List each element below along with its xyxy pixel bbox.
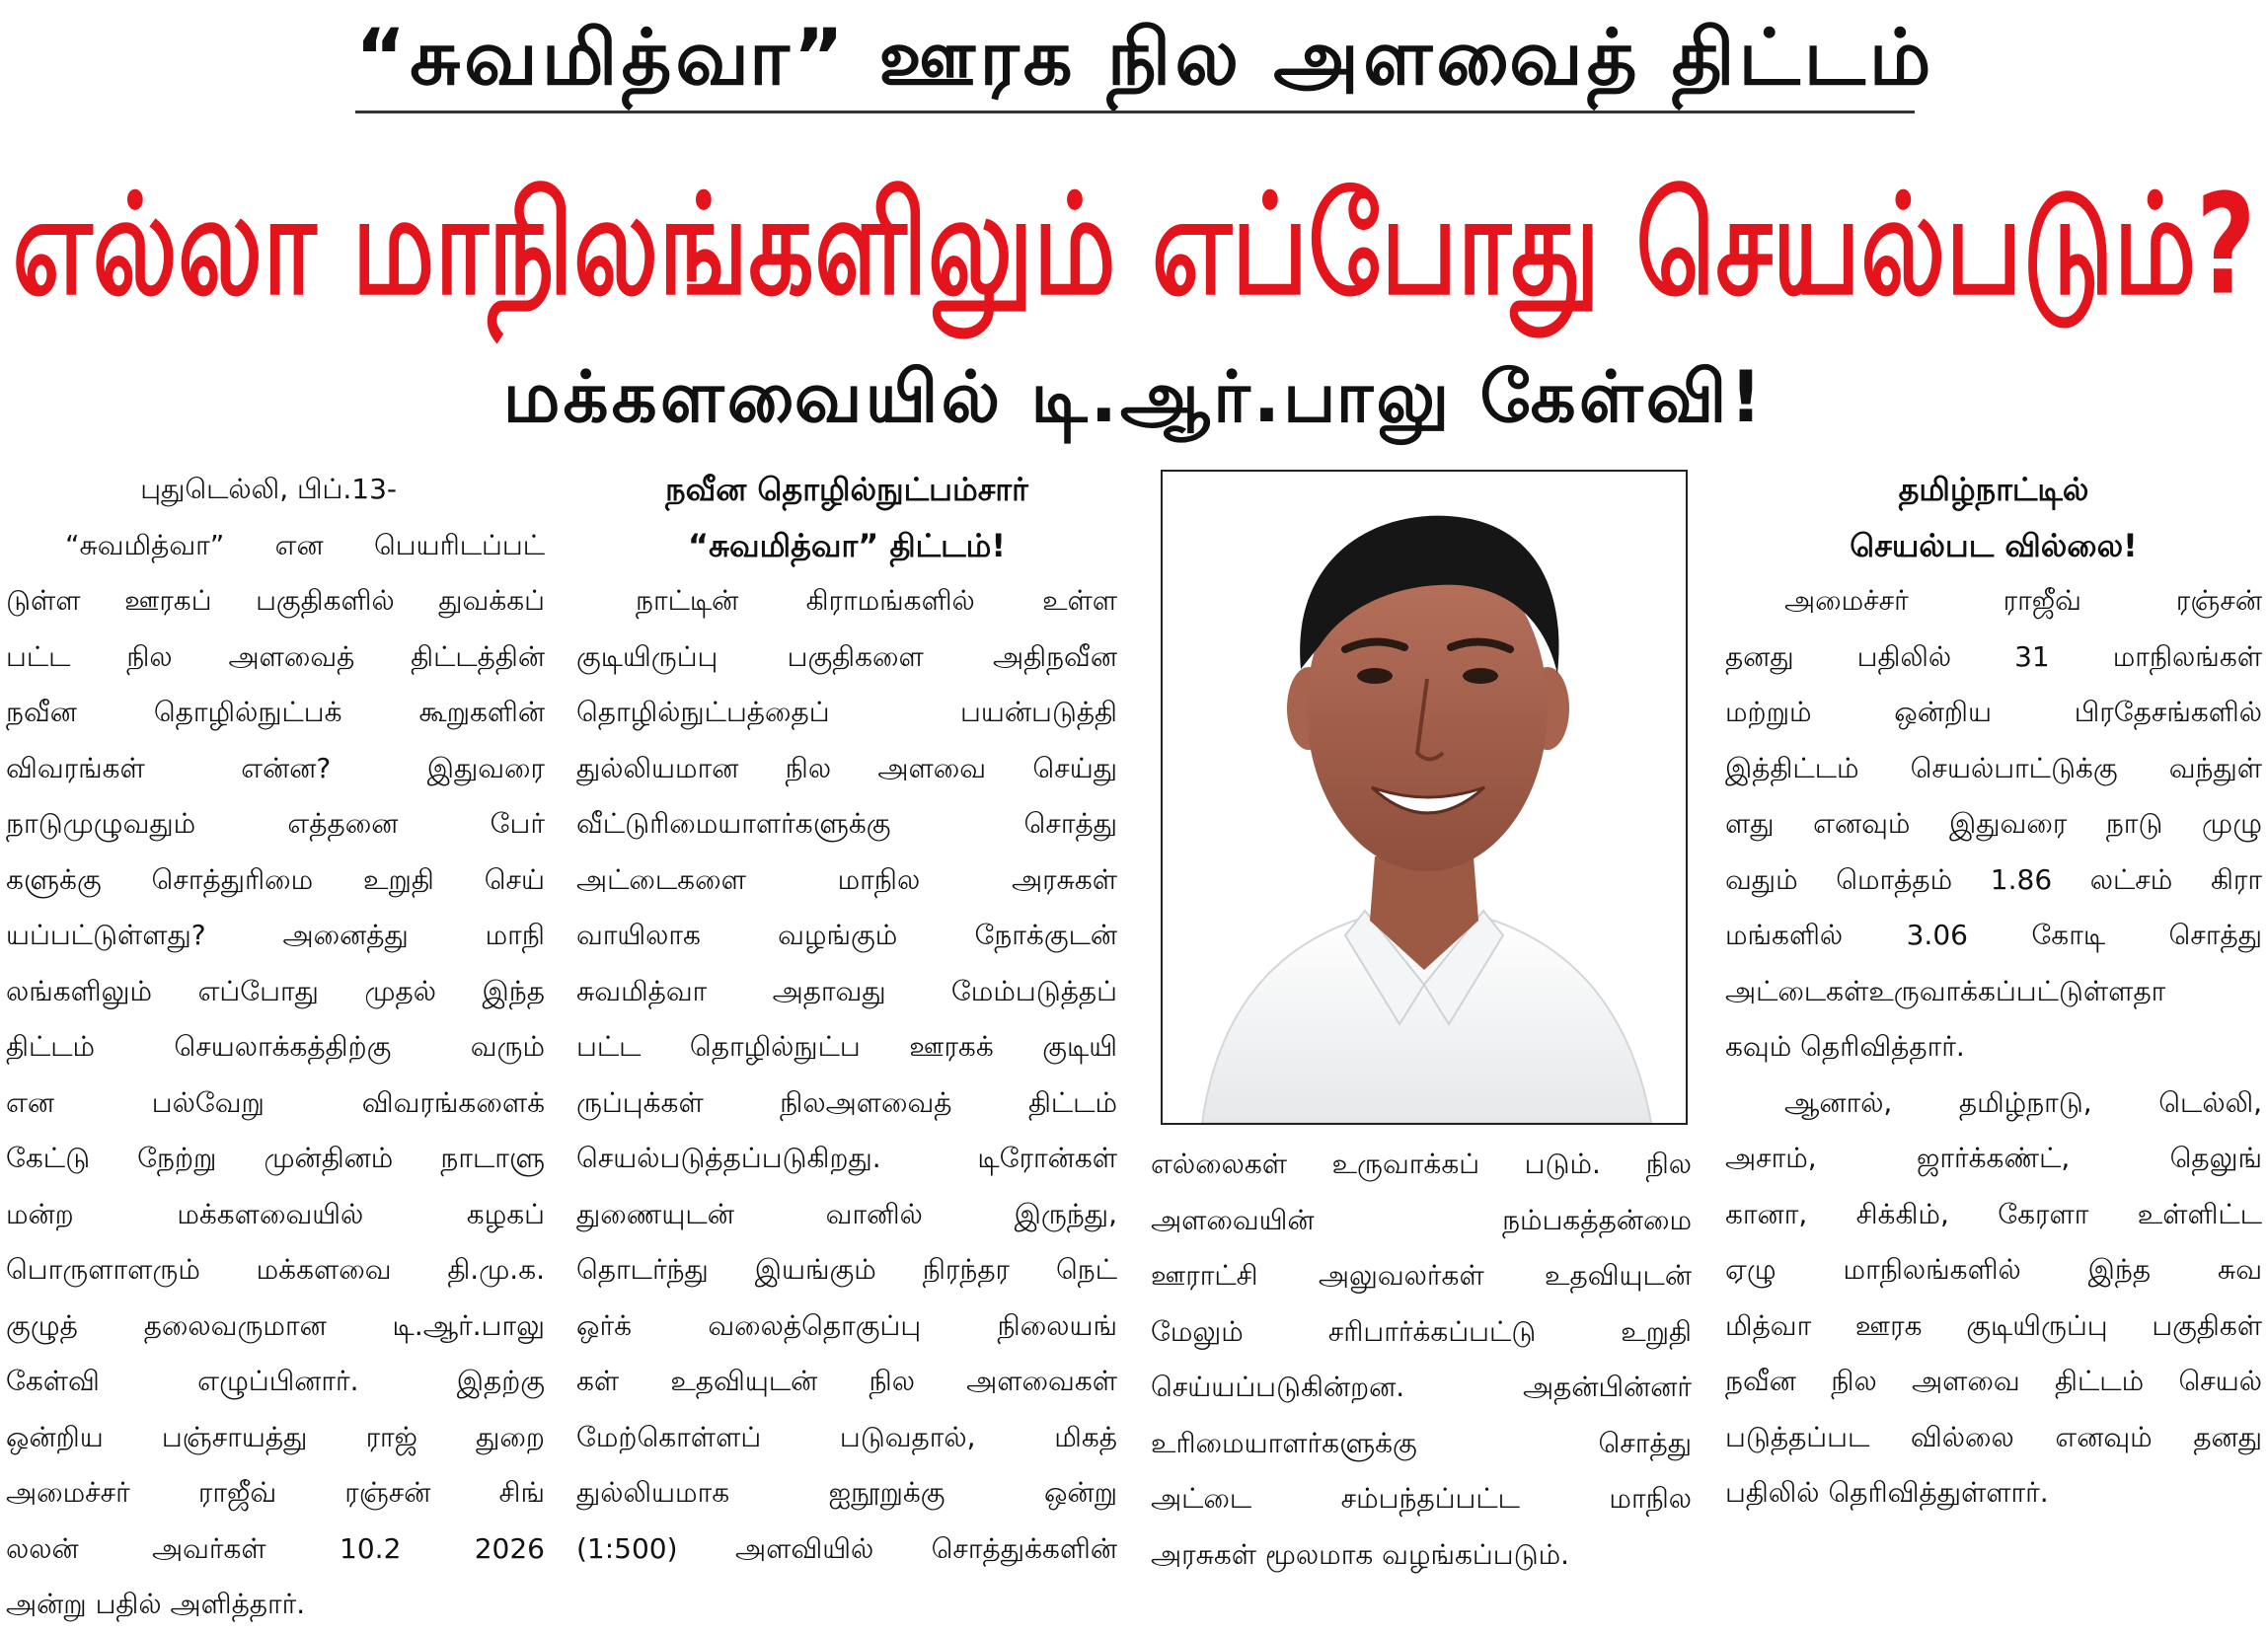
body-line: அரசுகள் மூலமாக வழங்கப்படும்.	[1151, 1537, 1570, 1571]
body-line: உரிமையாளர்களுக்கு சொத்து	[1151, 1426, 1692, 1459]
body-line: அமைச்சர் ராஜீவ் ரஞ்சன்	[1784, 584, 2262, 617]
body-line: அமைச்சர் ராஜீவ் ரஞ்சன் சிங்	[6, 1476, 545, 1509]
body-line: சுவமித்வா அதாவது மேம்படுத்தப்	[576, 974, 1117, 1007]
column-3	[1151, 1137, 1692, 1583]
body-line: மேற்கொள்ளப் படுவதால், மிகத்	[576, 1420, 1117, 1453]
body-line: மங்களில் 3.06 கோடி சொத்து	[1725, 919, 2262, 951]
body-line: தொழில்நுட்பத்தைப் பயன்படுத்தி	[576, 696, 1117, 728]
body-line: லலன் அவர்கள் 10.2 2026	[6, 1531, 545, 1565]
body-line: இத்திட்டம் செயல்பாட்டுக்கு வந்துள்	[1725, 751, 2262, 784]
body-line: செயல்படுத்தப்படுகிறது. டிரோன்கள்	[576, 1142, 1117, 1174]
body-line: “சுவமித்வா” என பெயரிடப்பட்	[65, 528, 545, 561]
portrait-photo	[1161, 470, 1688, 1125]
section-heading-line: நவீன தொழில்நுட்பம்சார்	[665, 471, 1028, 508]
body-line: கேட்டு நேற்று முன்தினம் நாடாளு	[6, 1142, 545, 1174]
body-line: ளது எனவும் இதுவரை நாடு முழு	[1725, 807, 2262, 840]
main-headline: எல்லா மாநிலங்களிலும் எப்போது செயல்படும்?	[12, 163, 2256, 327]
body-line: வதும் மொத்தம் 1.86 லட்சம் கிரா	[1725, 862, 2262, 896]
body-line: டுள்ள ஊரகப் பகுதிகளில் துவக்கப்	[6, 584, 545, 617]
body-line: துல்லியமாக ஐநூறுக்கு ஒன்று	[576, 1476, 1117, 1509]
body-line: திட்டம் செயலாக்கத்திற்கு வரும்	[6, 1030, 545, 1063]
body-line: அன்று பதில் அளித்தார்.	[6, 1588, 306, 1620]
column-4	[1725, 462, 2262, 1522]
body-line: களுக்கு சொத்துரிமை உறுதி செய்	[6, 862, 545, 896]
section-heading-line: “சுவமித்வா” திட்டம்!	[688, 526, 1006, 564]
body-line: ஆனால், தமிழ்நாடு, டெல்லி,	[1784, 1085, 2262, 1119]
body-line: ஏழு மாநிலங்களில் இந்த சுவ	[1725, 1253, 2262, 1286]
body-line: மித்வா ஊரக குடியிருப்பு பகுதிகள்	[1725, 1308, 2262, 1342]
body-line: ஒன்றிய பஞ்சாயத்து ராஜ் துறை	[6, 1420, 545, 1453]
section-heading-line: தமிழ்நாட்டில்	[1898, 471, 2089, 508]
body-line: தனது பதிலில் 31 மாநிலங்கள்	[1725, 639, 2262, 673]
body-line: எல்லைகள் உருவாக்கப் படும். நில	[1151, 1148, 1692, 1180]
body-line: தொடர்ந்து இயங்கும் நிரந்தர நெட்	[576, 1253, 1117, 1286]
body-line: பட்ட தொழில்நுட்ப ஊரகக் குடியி	[576, 1030, 1117, 1063]
kicker-heading: “சுவமித்வா” ஊரக நில அளவைத் திட்டம்	[355, 14, 1935, 103]
body-line: ஊராட்சி அலுவலர்கள் உதவியுடன்	[1151, 1259, 1692, 1292]
body-line: கவும் தெரிவித்தார்.	[1725, 1030, 1965, 1063]
body-line: பொருளாளரும் மக்களவை தி.மு.க.	[6, 1253, 545, 1286]
body-line: மேலும் சரிபார்க்கப்பட்டு உறுதி	[1151, 1314, 1692, 1348]
body-line: வாயிலாக வழங்கும் நோக்குடன்	[576, 919, 1117, 951]
body-line: அட்டைகளை மாநில அரசுகள்	[576, 862, 1117, 896]
sub-headline: மக்களவையில் டி.ஆர்.பாலு கேள்வி!	[502, 355, 1766, 438]
body-line: குடியிருப்பு பகுதிகளை அதிநவீன	[576, 639, 1117, 673]
body-line: நவீன தொழில்நுட்பக் கூறுகளின்	[6, 696, 545, 728]
body-line: அட்டை சம்பந்தப்பட்ட மாநில	[1151, 1482, 1692, 1515]
body-line: அட்டைகள்உருவாக்கப்பட்டுள்ளதா	[1725, 974, 2166, 1007]
body-line: நாடுமுழுவதும் எத்தனை பேர்	[6, 807, 545, 840]
body-line: மற்றும் ஒன்றிய பிரதேசங்களில்	[1725, 696, 2262, 728]
body-line: பதிலில் தெரிவித்துள்ளார்.	[1725, 1476, 2049, 1509]
body-line: கேள்வி எழுப்பினார். இதற்கு	[6, 1365, 545, 1397]
body-line: படுத்தப்பட வில்லை எனவும் தனது	[1725, 1420, 2262, 1453]
body-line: நவீன நில அளவை திட்டம் செயல்	[1725, 1365, 2262, 1397]
body-line: நாட்டின் கிராமங்களில் உள்ள	[636, 584, 1117, 617]
column-2	[576, 462, 1117, 1577]
section-heading-line: செயல்பட வில்லை!	[1850, 526, 2138, 564]
body-line: என பல்வேறு விவரங்களைக்	[6, 1085, 545, 1119]
dateline: புதுடெல்லி, பிப்.13-	[140, 473, 397, 505]
body-line: அளவையின் நம்பகத்தன்மை	[1151, 1203, 1692, 1236]
body-line: யப்பட்டுள்ளது? அனைத்து மாநி	[6, 919, 545, 951]
body-line: லங்களிலும் எப்போது முதல் இந்த	[6, 974, 545, 1007]
body-line: பட்ட நில அளவைத் திட்டத்தின்	[6, 639, 545, 673]
body-line: மன்ற மக்களவையில் கழகப்	[6, 1197, 545, 1230]
body-line: குழுத் தலைவருமான டி.ஆர்.பாலு	[6, 1308, 545, 1342]
body-line: துல்லியமான நில அளவை செய்து	[576, 751, 1117, 784]
body-line: வீட்டுரிமையாளர்களுக்கு சொத்து	[576, 807, 1117, 840]
column-1	[6, 462, 545, 1633]
body-line: துணையுடன் வானில் இருந்து,	[576, 1197, 1117, 1230]
body-line: கள் உதவியுடன் நில அளவைகள்	[576, 1365, 1117, 1397]
portrait-figure	[1163, 472, 1686, 1123]
body-line: (1:500) அளவியில் சொத்துக்களின்	[576, 1531, 1117, 1565]
body-line: விவரங்கள் என்ன? இதுவரை	[6, 751, 545, 784]
body-line: செய்யப்படுகின்றன. அதன்பின்னர்	[1151, 1371, 1692, 1403]
body-line: அசாம், ஜார்க்கண்ட், தெலுங்	[1725, 1142, 2262, 1174]
body-line: கானா, சிக்கிம், கேரளா உள்ளிட்ட	[1725, 1197, 2262, 1230]
body-line: ஒர்க் வலைத்தொகுப்பு நிலையங்	[576, 1308, 1117, 1342]
body-line: ருப்புக்கள் நிலஅளவைத் திட்டம்	[576, 1085, 1117, 1119]
